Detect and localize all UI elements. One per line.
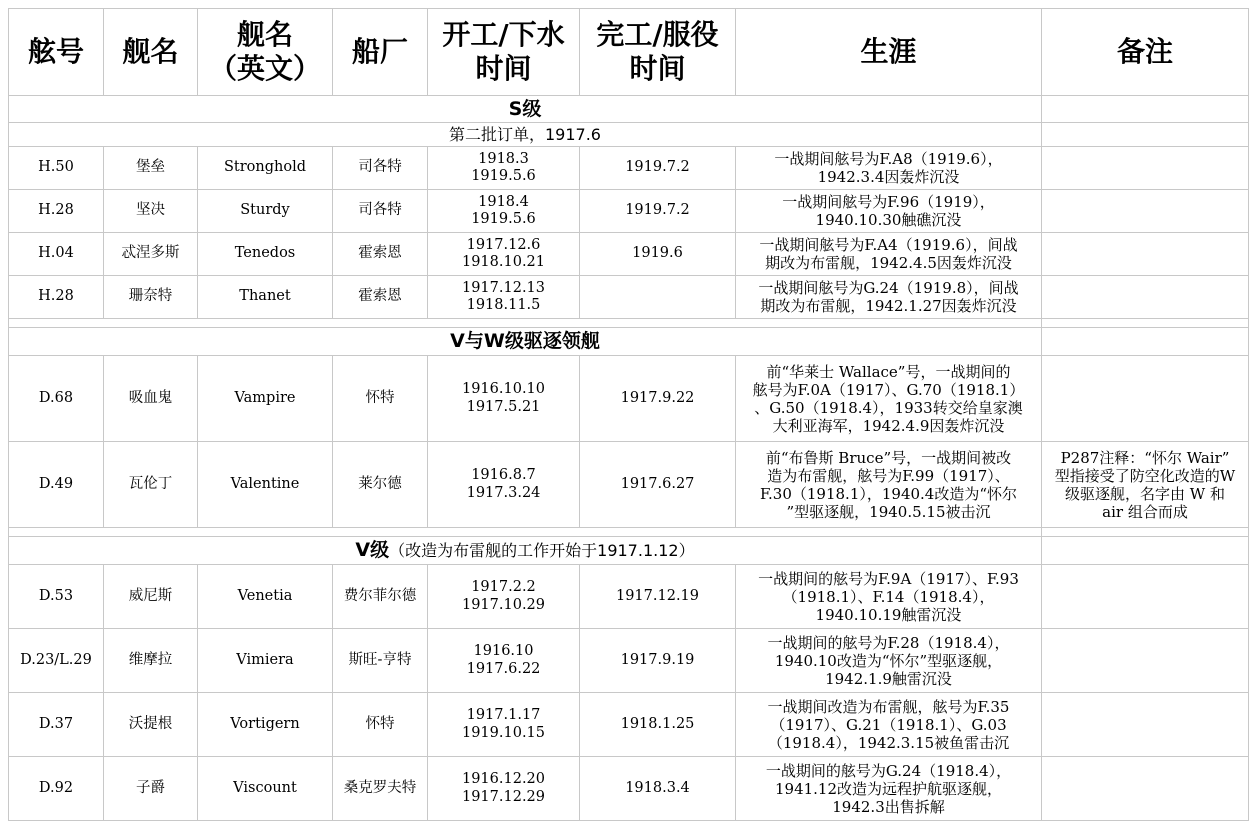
cell-career <box>736 147 1042 190</box>
cell-laid <box>428 757 580 821</box>
header-row <box>9 9 1249 96</box>
cell-laid <box>428 233 580 276</box>
cell-completed: 1918.1.25 <box>580 693 736 757</box>
launch-line: 1917.3.24 <box>466 484 541 501</box>
career-line: 一战期间改造为布雷舰，舷号为F.35 <box>767 697 1010 716</box>
cell-completed: 1918.3.4 <box>580 757 736 821</box>
cell-completed: 1919.7.2 <box>580 147 736 190</box>
header-remarks: 备注 <box>1042 9 1249 96</box>
cell-name: 威尼斯 <box>104 565 198 629</box>
cell-hull: D.23/L.29 <box>9 629 104 693</box>
cell-laid <box>428 442 580 528</box>
table-row <box>9 276 1249 319</box>
cell-hull: D.92 <box>9 757 104 821</box>
launch-line: 1918.11.5 <box>466 297 541 313</box>
table-row <box>9 190 1249 233</box>
cell-name-en: Sturdy <box>198 190 333 233</box>
cell-remarks <box>1042 442 1249 528</box>
cell-name: 忒涅多斯 <box>104 233 198 276</box>
cell-laid <box>428 356 580 442</box>
laid-line: 1916.12.20 <box>461 771 546 788</box>
career-line: 一战期间的舷号为G.24（1918.4）， <box>765 761 1012 780</box>
cell-career <box>736 356 1042 442</box>
cell-hull: D.53 <box>9 565 104 629</box>
remarks-line: 级驱逐舰，名字由 W 和 <box>1065 484 1225 503</box>
section-row <box>9 96 1249 123</box>
header-comp-line1: 完工/服役 <box>596 18 719 52</box>
ship-table <box>8 8 1249 821</box>
cell-laid <box>428 190 580 233</box>
career-line: 1942.1.9触雷沉没 <box>825 669 952 688</box>
header-comp-line2: 时间 <box>629 52 686 85</box>
launch-line: 1919.10.15 <box>461 724 546 741</box>
cell-career <box>736 757 1042 821</box>
laid-line: 1916.10 <box>473 643 534 660</box>
laid-line: 1917.12.6 <box>466 236 541 253</box>
cell-hull: D.68 <box>9 356 104 442</box>
cell-yard: 怀特 <box>333 693 428 757</box>
cell-yard: 斯旺-亨特 <box>333 629 428 693</box>
header-completed <box>580 9 736 96</box>
cell-hull: D.49 <box>9 442 104 528</box>
spacer-row <box>9 319 1249 328</box>
cell-hull: D.37 <box>9 693 104 757</box>
cell-name: 珊奈特 <box>104 276 198 319</box>
section-row <box>9 123 1249 147</box>
cell-completed: 1917.12.19 <box>580 565 736 629</box>
career-line: （1917）、G.21（1918.1）、G.03 <box>770 715 1007 734</box>
career-line: 造为布雷舰，舷号为F.99（1917）、 <box>767 466 1010 485</box>
section-row <box>9 537 1249 565</box>
remarks-line: air 组合而成 <box>1102 502 1188 521</box>
remarks-line: 型指接受了防空化改造的W <box>1054 466 1236 485</box>
career-line: 舷号为F.0A（1917）、G.70（1918.1） <box>752 380 1025 399</box>
cell-name-en: Thanet <box>198 276 333 319</box>
cell-yard: 司各特 <box>333 147 428 190</box>
career-line: 一战期间舷号为F.A8（1919.6）， <box>774 150 1003 168</box>
cell-career <box>736 190 1042 233</box>
career-line: 前“华莱士 Wallace”号，一战期间的 <box>766 362 1011 381</box>
cell-hull: H.04 <box>9 233 104 276</box>
table-row <box>9 442 1249 528</box>
cell-remarks <box>1042 693 1249 757</box>
career-line: 大利亚海军，1942.4.9因轰炸沉没 <box>772 416 1005 435</box>
table-row <box>9 629 1249 693</box>
career-line: 一战期间舷号为F.96（1919）， <box>782 193 995 211</box>
cell-completed: 1917.9.22 <box>580 356 736 442</box>
section-v-class-label: V级 <box>355 539 390 562</box>
career-line: 一战期间的舷号为F.9A（1917）、F.93 <box>758 569 1019 588</box>
table-row <box>9 356 1249 442</box>
cell-name: 沃提根 <box>104 693 198 757</box>
cell-hull: H.50 <box>9 147 104 190</box>
cell-career <box>736 233 1042 276</box>
launch-line: 1917.6.22 <box>466 660 541 677</box>
cell-completed: 1917.6.27 <box>580 442 736 528</box>
cell-name: 坚决 <box>104 190 198 233</box>
career-line: 期改为布雷舰，1942.1.27因轰炸沉没 <box>760 297 1017 315</box>
cell-laid <box>428 565 580 629</box>
cell-career <box>736 629 1042 693</box>
cell-yard: 司各特 <box>333 190 428 233</box>
cell-remarks <box>1042 276 1249 319</box>
cell-career <box>736 276 1042 319</box>
cell-hull: H.28 <box>9 276 104 319</box>
cell-remarks <box>1042 233 1249 276</box>
section-title-s-batch: 第二批订单，1917.6 <box>9 123 1042 147</box>
header-career: 生涯 <box>736 9 1042 96</box>
career-line: 1940.10.30触礁沉没 <box>815 211 962 229</box>
career-line: 一战期间的舷号为F.28（1918.4）， <box>767 633 1010 652</box>
cell-name-en: Venetia <box>198 565 333 629</box>
cell-yard: 桑克罗夫特 <box>333 757 428 821</box>
header-name-en-line2: （英文） <box>208 52 321 85</box>
cell-laid <box>428 629 580 693</box>
cell-laid <box>428 693 580 757</box>
career-line: 1940.10.19触雷沉没 <box>815 605 962 624</box>
table-row <box>9 233 1249 276</box>
cell-laid <box>428 147 580 190</box>
header-yard: 船厂 <box>333 9 428 96</box>
launch-line: 1919.5.6 <box>471 211 536 227</box>
cell-yard: 费尔菲尔德 <box>333 565 428 629</box>
cell-name: 子爵 <box>104 757 198 821</box>
laid-line: 1916.10.10 <box>461 381 546 398</box>
spacer-row <box>9 528 1249 537</box>
cell-completed <box>580 276 736 319</box>
remarks-line: P287注释：“怀尔 Wair” <box>1060 448 1230 467</box>
career-line: ”型驱逐舰，1940.5.15被击沉 <box>786 502 991 521</box>
launch-line: 1917.10.29 <box>461 596 546 613</box>
cell-yard: 霍索恩 <box>333 276 428 319</box>
career-line: 1940.10改造为“怀尔”型驱逐舰， <box>774 651 1003 670</box>
cell-name-en: Stronghold <box>198 147 333 190</box>
header-laid-line1: 开工/下水 <box>442 18 565 52</box>
launch-line: 1917.5.21 <box>466 398 541 415</box>
career-line: （1918.1）、F.14（1918.4）， <box>782 587 995 606</box>
cell-career <box>736 442 1042 528</box>
header-laid-line2: 时间 <box>475 52 532 85</box>
cell-remarks <box>1042 757 1249 821</box>
career-line: 、G.50（1918.4），1933转交给皇家澳 <box>754 398 1023 417</box>
cell-name-en: Valentine <box>198 442 333 528</box>
cell-remarks <box>1042 356 1249 442</box>
cell-career <box>736 565 1042 629</box>
launch-line: 1917.12.29 <box>461 788 546 805</box>
section-title-vw-leaders: V与W级驱逐领舰 <box>9 328 1042 356</box>
laid-line: 1917.2.2 <box>471 579 536 596</box>
cell-name-en: Tenedos <box>198 233 333 276</box>
cell-completed: 1919.7.2 <box>580 190 736 233</box>
career-line: 1941.12改造为远程护航驱逐舰， <box>774 779 1003 798</box>
table-row <box>9 147 1249 190</box>
header-laid-down <box>428 9 580 96</box>
cell-name: 堡垒 <box>104 147 198 190</box>
launch-line: 1918.10.21 <box>461 254 546 270</box>
cell-remarks <box>1042 565 1249 629</box>
section-row <box>9 328 1249 356</box>
header-name-en <box>198 9 333 96</box>
launch-line: 1919.5.6 <box>471 168 536 184</box>
section-title-v-class <box>9 537 1042 565</box>
laid-line: 1918.3 <box>478 150 529 167</box>
career-line: 前“布鲁斯 Bruce”号，一战期间被改 <box>765 448 1012 467</box>
header-hull: 舷号 <box>9 9 104 96</box>
cell-name: 瓦伦丁 <box>104 442 198 528</box>
cell-remarks <box>1042 147 1249 190</box>
career-line: 1942.3出售拆解 <box>832 797 945 816</box>
section-title-s-class: S级 <box>9 96 1042 123</box>
header-name-en-line1: 舰名 <box>236 18 293 52</box>
laid-line: 1917.1.17 <box>466 707 541 724</box>
laid-line: 1917.12.13 <box>461 279 546 296</box>
cell-completed: 1917.9.19 <box>580 629 736 693</box>
cell-yard: 霍索恩 <box>333 233 428 276</box>
cell-name-en: Vampire <box>198 356 333 442</box>
table-row <box>9 757 1249 821</box>
cell-career <box>736 693 1042 757</box>
cell-name: 维摩拉 <box>104 629 198 693</box>
cell-laid <box>428 276 580 319</box>
laid-line: 1918.4 <box>478 193 529 210</box>
career-line: 一战期间舷号为F.A4（1919.6），间战 <box>759 236 1018 254</box>
cell-name-en: Viscount <box>198 757 333 821</box>
career-line: 一战期间舷号为G.24（1919.8），间战 <box>758 279 1019 297</box>
cell-name: 吸血鬼 <box>104 356 198 442</box>
cell-completed: 1919.6 <box>580 233 736 276</box>
cell-name-en: Vimiera <box>198 629 333 693</box>
cell-remarks <box>1042 629 1249 693</box>
cell-name-en: Vortigern <box>198 693 333 757</box>
laid-line: 1916.8.7 <box>471 467 536 484</box>
table-row <box>9 565 1249 629</box>
career-line: 1942.3.4因轰炸沉没 <box>817 168 960 186</box>
career-line: （1918.4），1942.3.15被鱼雷击沉 <box>767 733 1010 752</box>
career-line: 期改为布雷舰，1942.4.5因轰炸沉没 <box>765 254 1012 272</box>
career-line: F.30（1918.1），1940.4改造为“怀尔 <box>759 484 1018 503</box>
cell-hull: H.28 <box>9 190 104 233</box>
header-name: 舰名 <box>104 9 198 96</box>
cell-yard: 莱尔德 <box>333 442 428 528</box>
table-row <box>9 693 1249 757</box>
section-v-class-note: （改造为布雷舰的工作开始于1917.1.12） <box>389 541 695 561</box>
cell-remarks <box>1042 190 1249 233</box>
cell-yard: 怀特 <box>333 356 428 442</box>
